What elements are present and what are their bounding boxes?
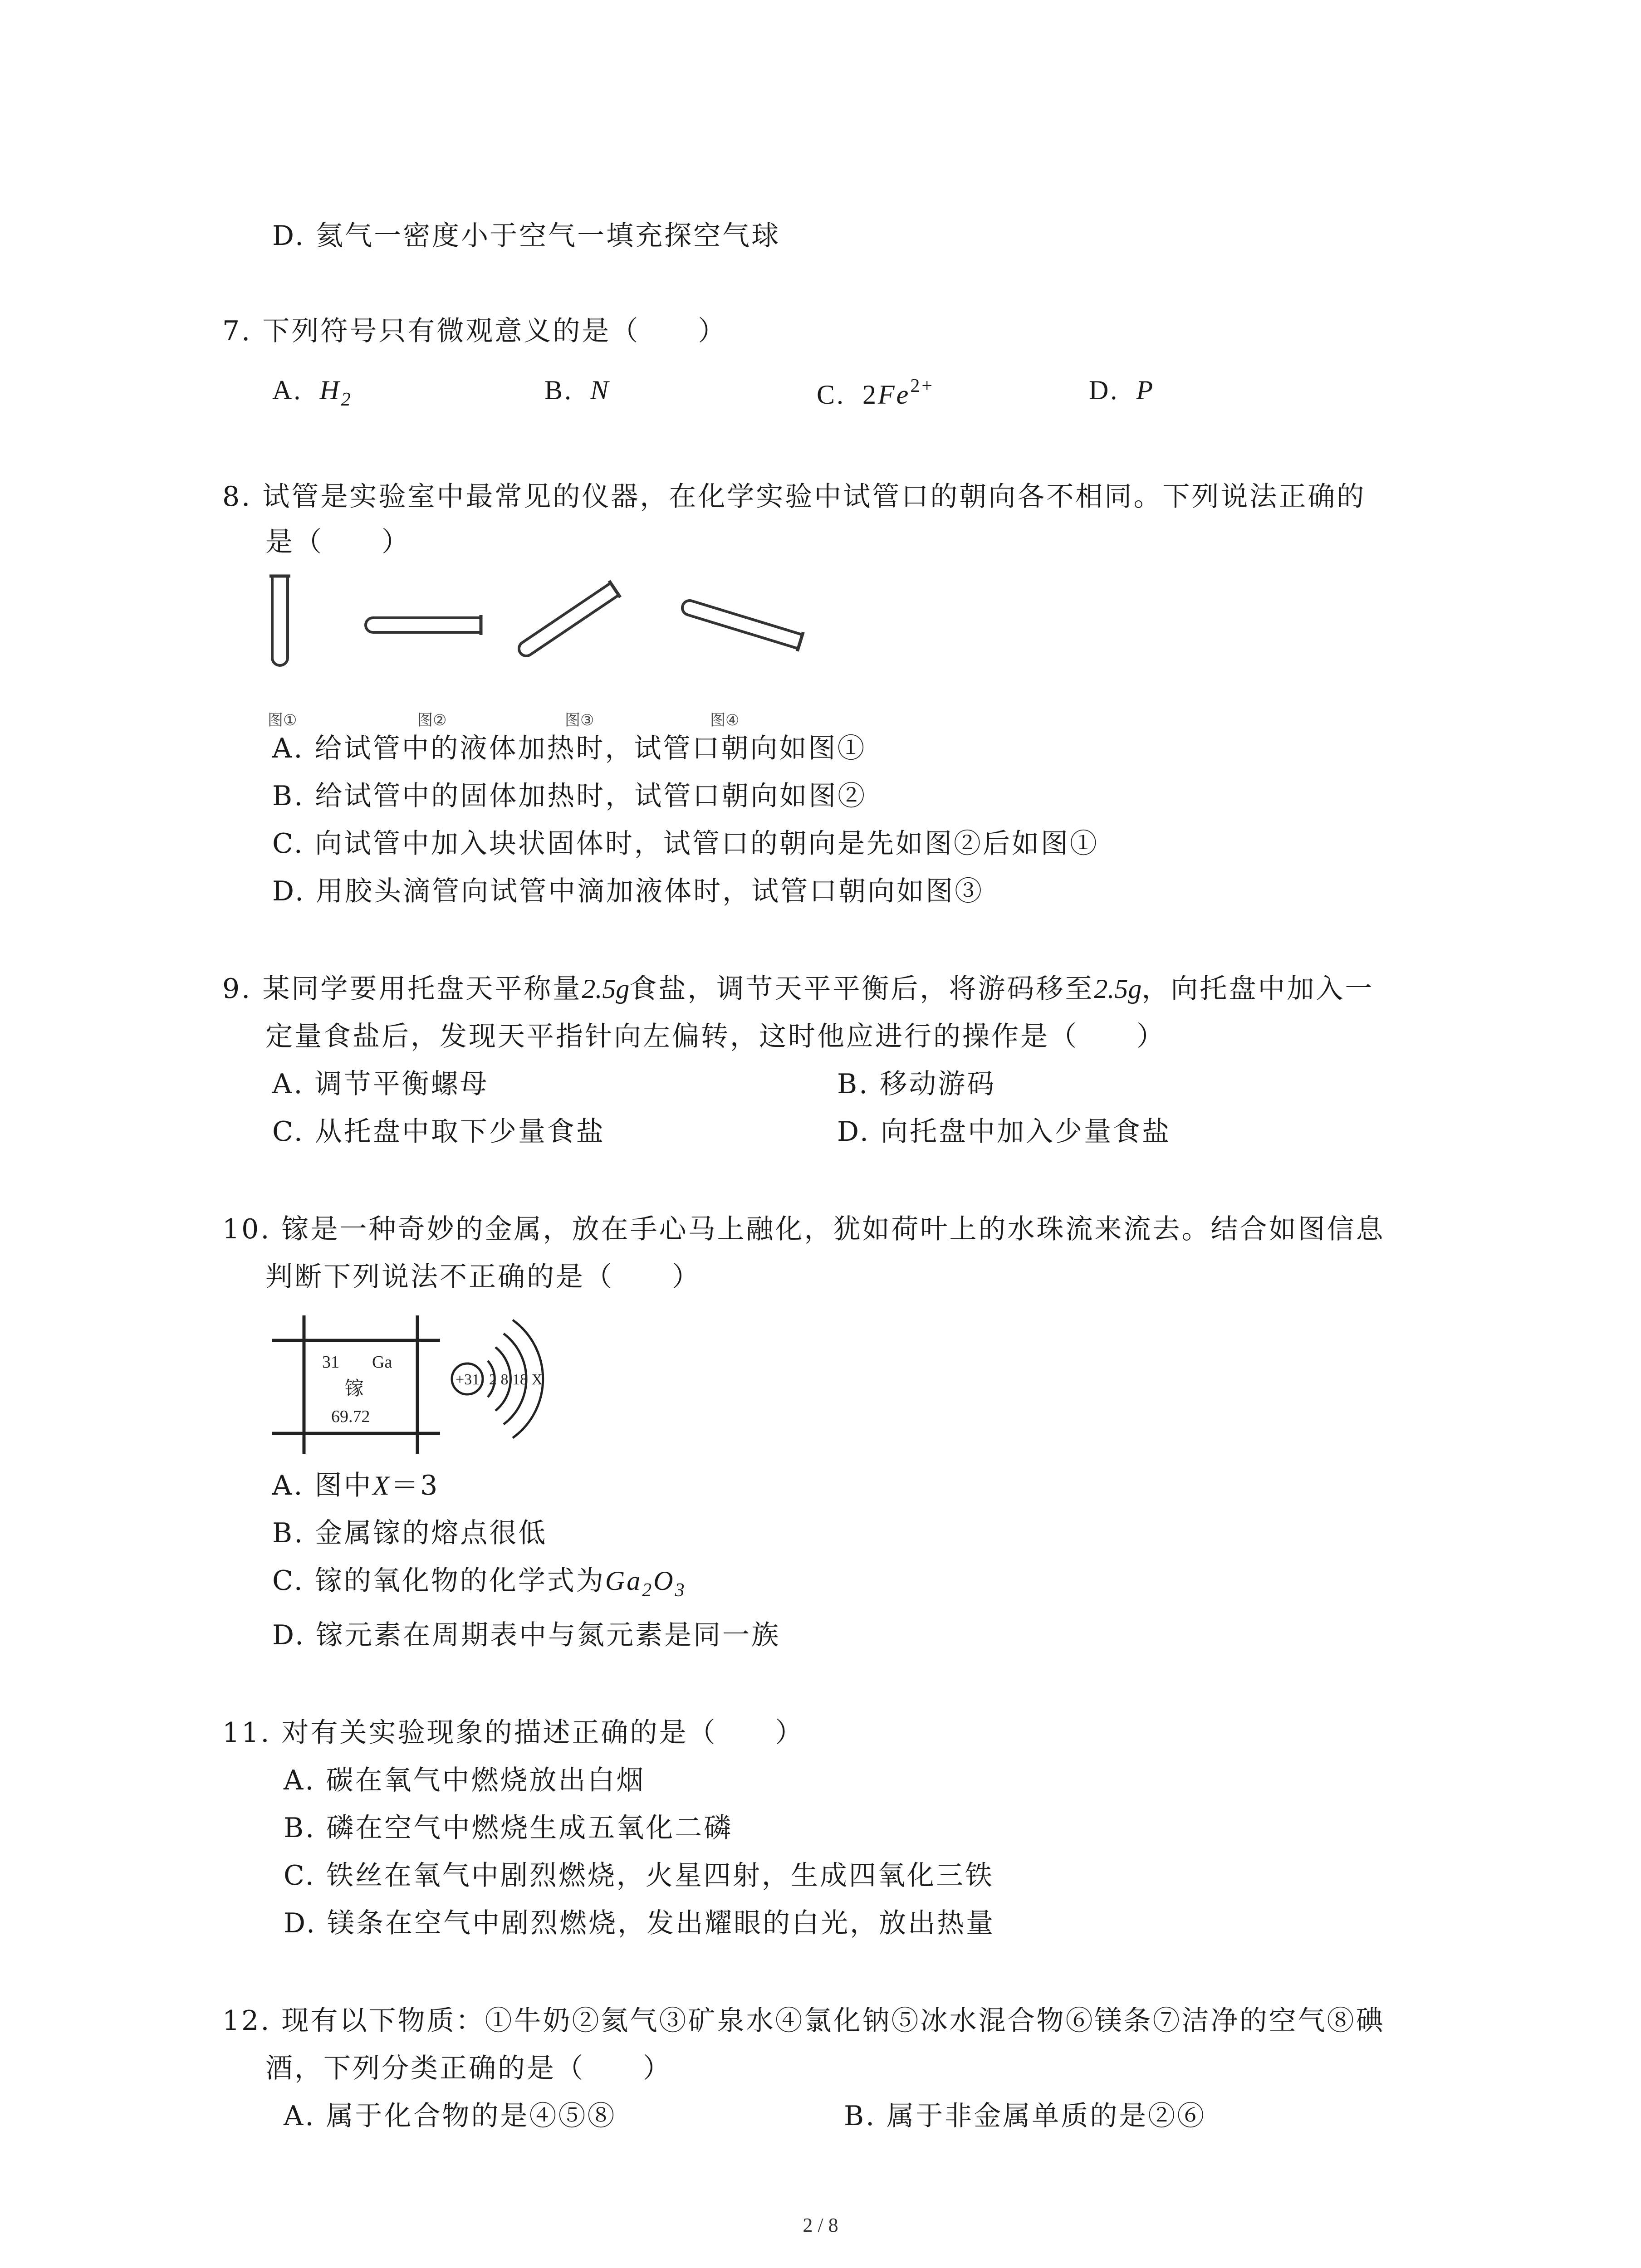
- q7-stem: 7. 下列符号只有微观意义的是（ ）: [222, 315, 727, 347]
- q9-stem-line1: 9. 某同学要用托盘天平称量2.5g食盐，调节天平平衡后，将游码移至2.5g，向托盘中加入一: [222, 973, 1374, 1005]
- q12-option-a: A. 属于化合物的是④⑤⑧: [284, 2100, 617, 2132]
- atomic-number: 31: [322, 1353, 339, 1372]
- element-symbol: Ga: [372, 1353, 392, 1372]
- test-tube-fig3: [514, 581, 620, 661]
- q10-option-a: A. 图中X＝3: [272, 1470, 440, 1501]
- q9-stem-line2: 定量食盐后，发现天平指针向左偏转，这时他应进行的操作是（ ）: [265, 1021, 1166, 1052]
- q7-option-d: D. P: [1089, 375, 1155, 405]
- test-tube-figure: [254, 567, 844, 730]
- fig4-caption: 图④: [710, 711, 740, 729]
- q11-stem: 11. 对有关实验现象的描述正确的是（ ）: [222, 1717, 804, 1749]
- gallium-figure: [272, 1297, 599, 1461]
- q10-option-b: B. 金属镓的熔点很低: [272, 1517, 548, 1549]
- electron-shells: 2 8 18 X: [489, 1371, 543, 1388]
- fig2-caption: 图②: [417, 711, 447, 729]
- q8-stem-line2: 是（ ）: [265, 526, 411, 558]
- test-tube-fig1: [269, 576, 290, 665]
- q11-option-c: C. 铁丝在氧气中剧烈燃烧，火星四射，生成四氧化三铁: [284, 1860, 994, 1892]
- q12-option-b: B. 属于非金属单质的是②⑥: [844, 2100, 1206, 2132]
- q9-option-a: A. 调节平衡螺母: [272, 1068, 489, 1100]
- q7-option-c: C. $2Fe^{2+}$: [817, 376, 934, 410]
- q8-option-d: D. 用胶头滴管向试管中滴加液体时，试管口朝向如图③: [272, 875, 984, 907]
- fig3-caption: 图③: [565, 711, 594, 729]
- q8-stem-line1: 8. 试管是实验室中最常见的仪器，在化学实验中试管口的朝向各不相同。下列说法正确的: [222, 481, 1366, 513]
- test-tube-fig4: [680, 596, 803, 651]
- q12-stem-line2: 酒，下列分类正确的是（ ）: [265, 2053, 672, 2084]
- q10-stem-line1: 10. 镓是一种奇妙的金属，放在手心马上融化，犹如荷叶上的水珠流来流去。结合如图信息: [222, 1213, 1385, 1245]
- q9-option-c: C. 从托盘中取下少量食盐: [272, 1116, 605, 1148]
- q11-option-a: A. 碳在氧气中燃烧放出白烟: [284, 1765, 646, 1796]
- q10-option-c: C. 镓的氧化物的化学式为$Ga_2O_3$: [272, 1565, 686, 1601]
- fig1-caption: 图①: [268, 711, 297, 729]
- q8-option-b: B. 给试管中的固体加热时，试管口朝向如图②: [272, 780, 867, 812]
- nucleus-charge: +31: [456, 1371, 480, 1388]
- q9-option-d: D. 向托盘中加入少量食盐: [837, 1116, 1171, 1148]
- q10-option-d: D. 镓元素在周期表中与氮元素是同一族: [272, 1619, 781, 1651]
- q8-option-a: A. 给试管中的液体加热时，试管口朝向如图①: [272, 733, 867, 764]
- atomic-mass: 69.72: [331, 1407, 370, 1426]
- q11-option-b: B. 磷在空气中燃烧生成五氧化二磷: [284, 1812, 733, 1844]
- q12-stem-line1: 12. 现有以下物质：①牛奶②氦气③矿泉水④氯化钠⑤冰水混合物⑥镁条⑦洁净的空气⑧碘: [222, 2005, 1385, 2037]
- q11-option-d: D. 镁条在空气中剧烈燃烧，发出耀眼的白光，放出热量: [284, 1907, 995, 1939]
- q7-option-a: A. $H_2$: [272, 375, 353, 410]
- q8-option-c: C. 向试管中加入块状固体时，试管口的朝向是先如图②后如图①: [272, 828, 1099, 860]
- page-number: 2 / 8: [803, 2214, 838, 2236]
- q6-option-d: D. 氦气一密度小于空气一填充探空气球: [272, 220, 781, 252]
- q7-option-b: B. N: [544, 375, 611, 405]
- test-tube-fig2: [366, 615, 481, 635]
- q9-option-b: B. 移动游码: [837, 1068, 996, 1100]
- q10-stem-line2: 判断下列说法不正确的是（ ）: [265, 1261, 701, 1293]
- element-name: 镓: [345, 1377, 364, 1399]
